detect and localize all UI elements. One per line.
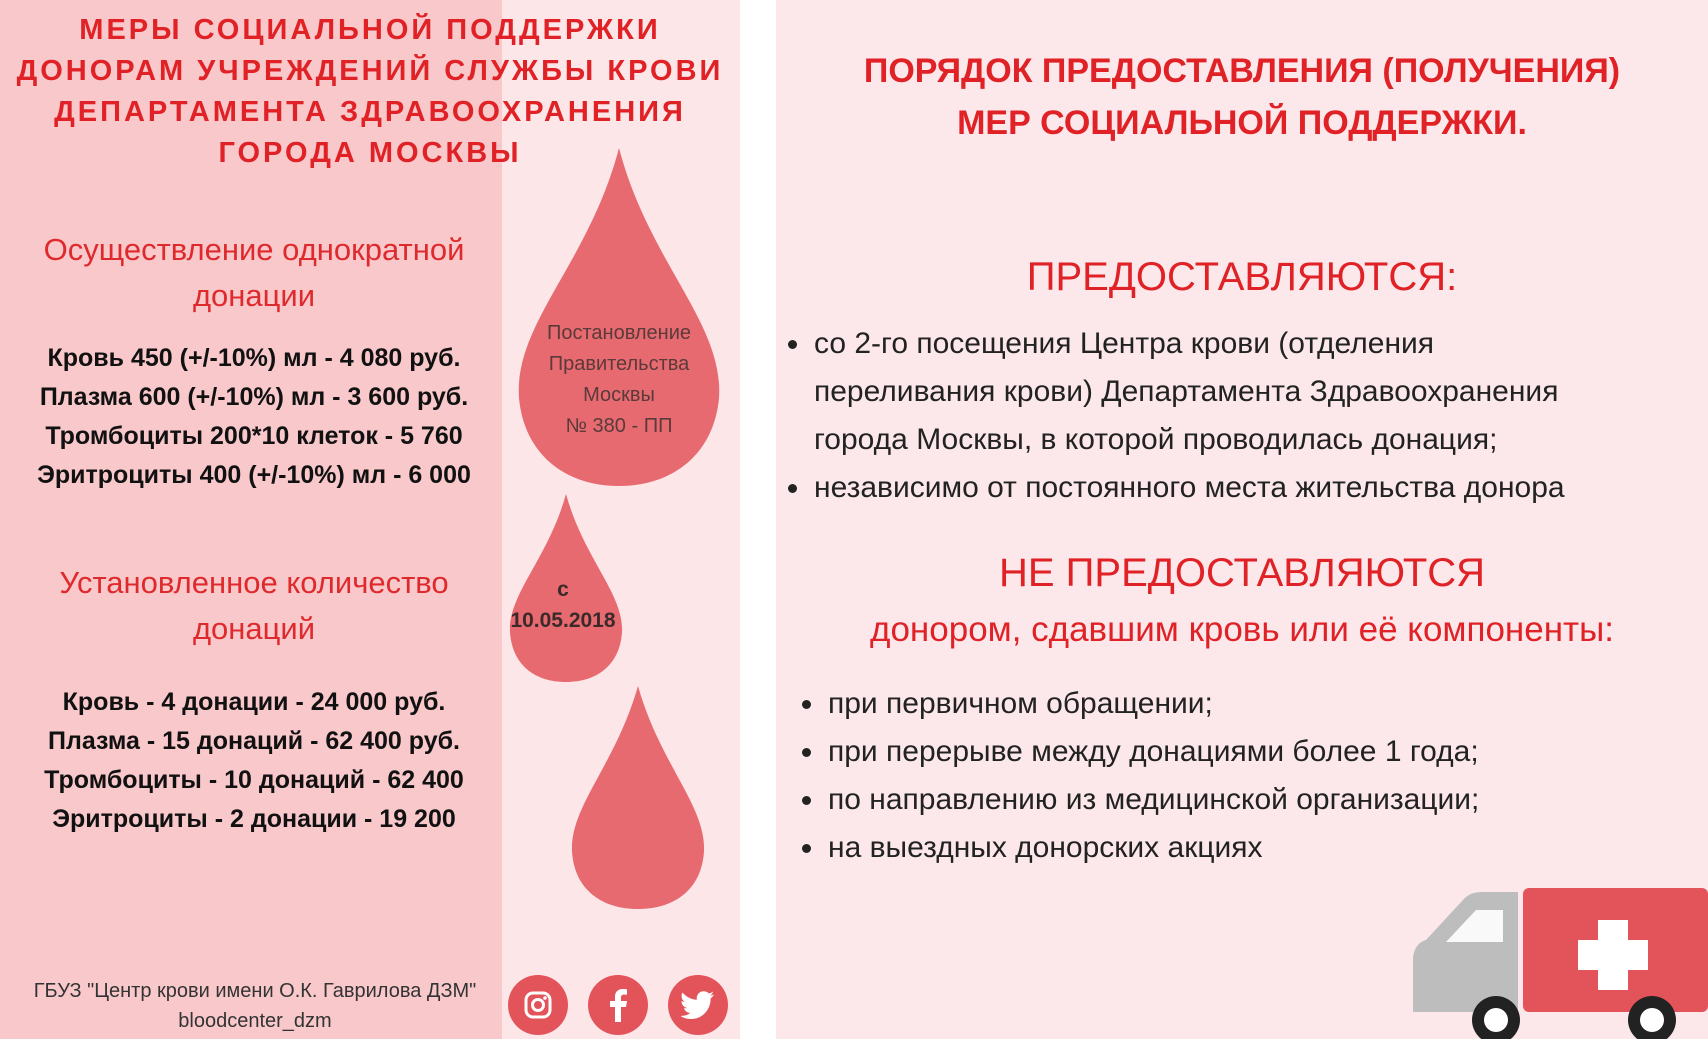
set-donations-list xyxy=(0,683,508,839)
instagram-icon[interactable] xyxy=(508,975,568,1035)
single-donation-item: Тромбоциты 200*10 клеток - 5 760 xyxy=(45,422,463,450)
not-provided-item: при первичном обращении; xyxy=(802,680,1682,728)
not-provided-subheading: донором, сдавшим кровь или её компоненты: xyxy=(870,610,1614,649)
provided-heading: ПРЕДОСТАВЛЯЮТСЯ: xyxy=(1026,255,1458,299)
footer-org: ГБУЗ "Центр крови имени О.К. Гаврилова ДЗМ" xyxy=(33,980,477,1002)
right-title: ПОРЯДОК ПРЕДОСТАВЛЕНИЯ (ПОЛУЧЕНИЯ) МЕР СОЦИАЛЬНОЙ ПОДДЕРЖКИ. xyxy=(863,52,1621,142)
left-panel xyxy=(0,0,740,1039)
single-donation-item: Эритроциты 400 (+/-10%) мл - 6 000 xyxy=(37,461,471,489)
not-provided-item: по направлению из медицинской организации; xyxy=(802,776,1682,824)
left-title: МЕРЫ СОЦИАЛЬНОЙ ПОДДЕРЖКИ ДОНОРАМ УЧРЕЖДЕНИЙ СЛУЖБЫ КРОВИ ДЕПАРТАМЕНТА ЗДРАВООХРАНЕНИЯ ГОРОДА МОСКВЫ xyxy=(16,14,724,169)
provided-list xyxy=(788,320,1698,512)
right-panel xyxy=(776,0,1708,1039)
drop2-text: с 10.05.2018 xyxy=(510,578,616,632)
not-provided-list xyxy=(802,680,1682,872)
footer xyxy=(0,976,510,1036)
provided-item: независимо от постоянного места жительства донора xyxy=(788,464,1698,512)
not-provided-heading: НЕ ПРЕДОСТАВЛЯЮТСЯ xyxy=(998,551,1486,595)
facebook-icon[interactable] xyxy=(588,975,648,1035)
set-donations-item: Плазма - 15 донаций - 62 400 руб. xyxy=(47,727,460,755)
set-donations-item: Тромбоциты - 10 донаций - 62 400 xyxy=(44,766,464,794)
set-donations-item: Эритроциты - 2 донации - 19 200 xyxy=(52,805,456,833)
not-provided-item: на выездных донорских акциях xyxy=(802,824,1682,872)
set-donations-heading: Установленное количество донаций xyxy=(59,565,449,646)
single-donation-item: Плазма 600 (+/-10%) мл - 3 600 руб. xyxy=(39,383,469,411)
ambulance-icon xyxy=(1408,880,1708,1039)
single-donation-heading: Осуществление однократной донации xyxy=(43,232,465,313)
twitter-icon[interactable] xyxy=(668,975,728,1035)
footer-handle: bloodcenter_dzm xyxy=(178,1010,332,1032)
blood-drop-medium xyxy=(568,686,708,911)
single-donation-list xyxy=(0,339,508,495)
drop1-text: Постановление Правительства Москвы № 380 - ПП xyxy=(546,322,692,437)
single-donation-item: Кровь 450 (+/-10%) мл - 4 080 руб. xyxy=(47,344,461,372)
provided-item: со 2-го посещения Центра крови (отделения переливания крови) Департамента Здравоохранения города Москвы, в которой проводилась донация; xyxy=(788,320,1698,464)
set-donations-item: Кровь - 4 донации - 24 000 руб. xyxy=(62,688,446,716)
not-provided-item: при перерыве между донациями более 1 года; xyxy=(802,728,1682,776)
